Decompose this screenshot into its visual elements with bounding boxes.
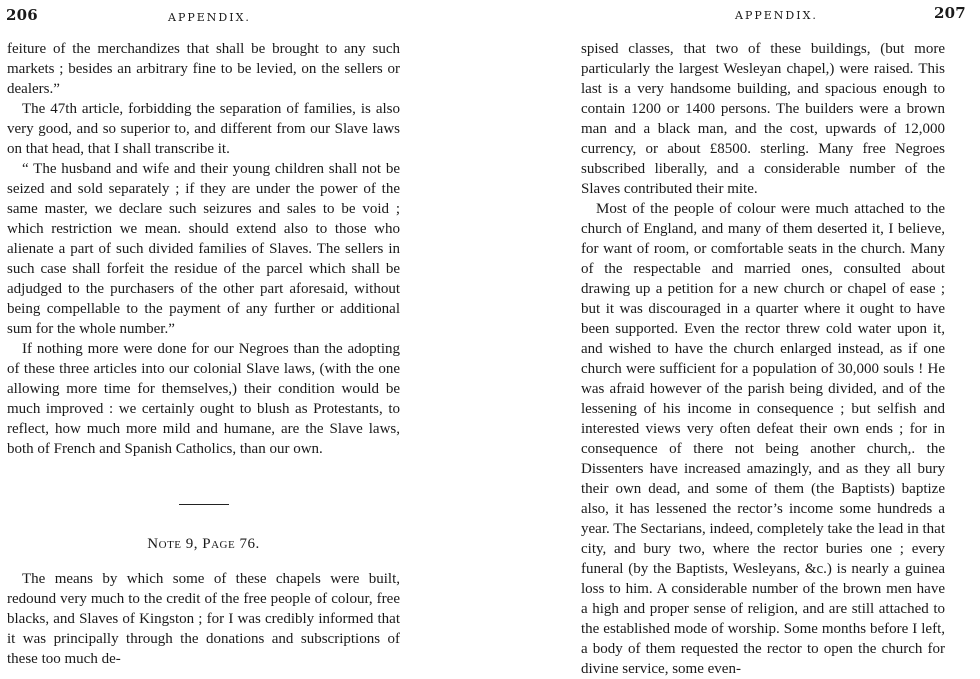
paragraph: Most of the people of colour were much attached to the church of England, and many of them deserted it, I believe, for want of room, or comfortable seats in the church. Many of the respectable and married ones, consulted about drawing up a petition for a new church or chapel of ease ; but it was discouraged in a quarter where it ought to have been supported. Even the rector threw cold water upon it, and wished to have the church enlarged instead, as if one church were sufficient for a population of 30,000 souls ! He was afraid however of the parish being divided, and of the lessening of his income in consequence ; but selfish and interested views very often defeat their own ends ; for in consequence of there not being another church,. the Dissenters have increased amazingly, and as they all bury their own dead, and some of them (the Baptists) baptize also, it has lessened the rector’s income some hundreds a year. The Sectarians, indeed, completely take the lead in that city, and bury two, where the rector buries one ; every funeral (by the Baptists, Wesleyans, &c.) is nearly a guinea loss to him. A considerable number of the brown men have a high and proper sense of religion, and are still attached to the established mode of worship. Some months before I left, a body of them requested the rector to open the church for divine service, some even- <box>581 201 945 677</box>
page-number: 206 <box>6 6 38 24</box>
text-column <box>7 39 400 669</box>
right-page <box>572 0 980 677</box>
paragraph: The means by which some of these chapels were built, redound very much to the credit of the free people of colour, free blacks, and Slaves of Kingston ; for I was credibly informed that it was principally through the donations and subscriptions of these too much de- <box>7 571 400 667</box>
text-column <box>581 39 945 679</box>
paragraph: spised classes, that two of these buildings, (but more particularly the largest Wesleyan chapel,) were raised. This last is a very handsome building, and spacious enough to contain 1200 or 1400 persons. The builders were a brown man and a black man, and the cost, upwards of 12,000 currency, or about £8500. sterling. Many free Negroes subscribed liberally, and a considerable number of the Slaves contributed their mite. <box>581 41 945 197</box>
paragraph: feiture of the merchandizes that shall be brought to any such markets ; besides an arbitrary fine to be levied, on the sellers or dealers.” <box>7 41 400 97</box>
page-number: 207 <box>934 4 966 22</box>
paragraph: If nothing more were done for our Negroes than the adopting of these three articles into our colonial Slave laws, (with the one allowing more time for themselves,) their condition would be much improved : we certainly ought to blush as Protestants, to reflect, how much more mild and humane, are the Slave laws, both of French and Spanish Catholics, than our own. <box>7 341 400 457</box>
note-heading: NOTE 9, PAGE 76. <box>147 536 260 552</box>
left-page <box>0 0 430 667</box>
paragraph: The 47th article, forbidding the separation of families, is also very good, and so superior to, and different from our Slave laws on that head, that I shall transcribe it. <box>7 101 400 157</box>
section-divider <box>179 504 229 505</box>
running-head: APPENDIX. <box>735 9 818 22</box>
block-quote: “ The husband and wife and their young children shall not be seized and sold separately ; if they are under the power of the same master, we declare such seizures and sales to be void ; which restriction we mean. should extend also to those who alienate a part of such divided families of Slaves. The sellers in such case shall forfeit the residue of the parcel which shall be adjudged to the purchasers of the other part aforesaid, without being compellable to the payment of any further or additional sum for the whole number.” <box>7 161 400 337</box>
running-head: APPENDIX. <box>168 11 251 24</box>
